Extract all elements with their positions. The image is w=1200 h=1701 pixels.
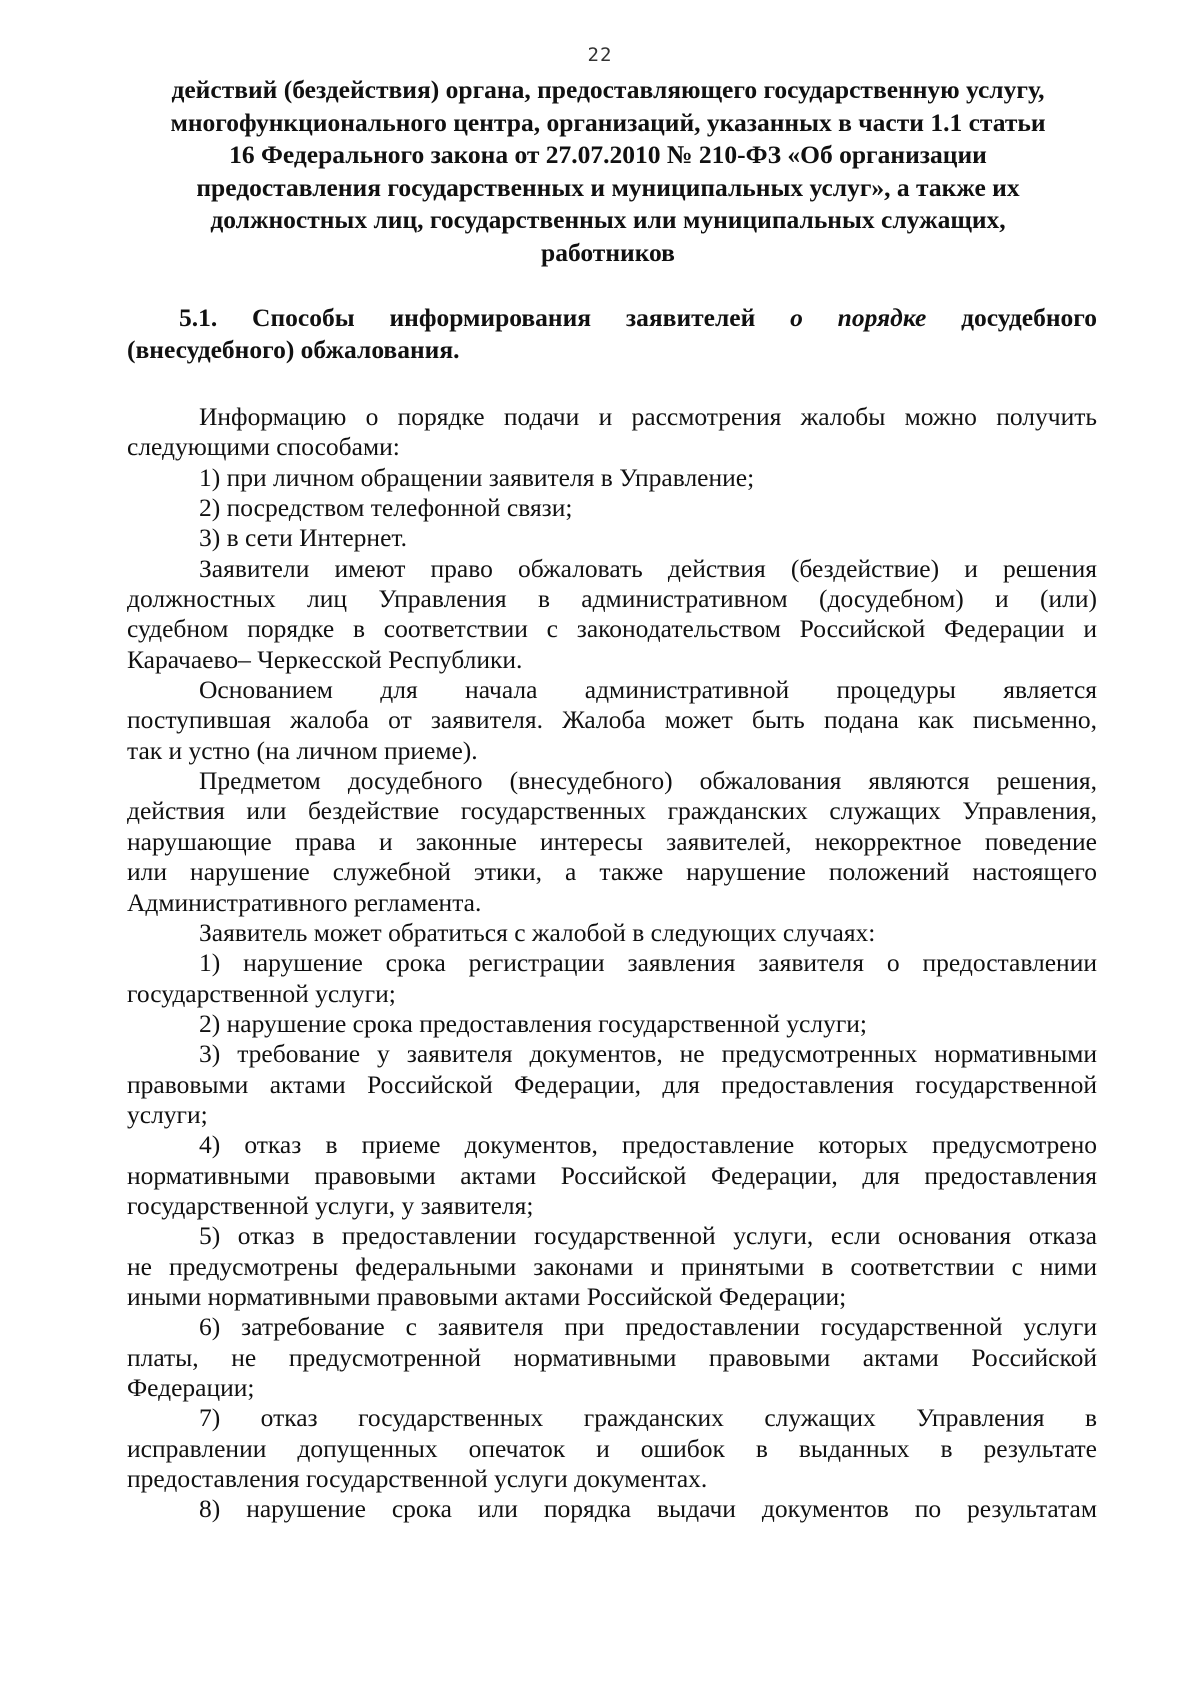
text-line: предоставления государственной услуги документах. [127,1464,708,1494]
subsection-title-line-1 [127,302,1097,334]
text-line: 2) посредством телефонной связи; [199,493,573,523]
heading-line: действий (бездействия) органа, предоставляющего государственную услугу, [171,75,1045,104]
text-line: Предметом досудебного (внесудебного) обжалования являются решения, [199,766,1097,796]
text-line: или нарушение служебной этики, а также нарушение положений настоящего [127,857,1097,887]
subsection-title-rest: досудебного [926,303,1097,332]
text-line: 8) нарушение срока или порядка выдачи документов по результатам [199,1494,1097,1524]
text-line: 3) в сети Интернет. [199,523,407,553]
text-line: 3) требование у заявителя документов, не предусмотренных нормативными [199,1039,1097,1069]
text-line: следующими способами: [127,432,400,462]
text-line: Информацию о порядке подачи и рассмотрения жалобы можно получить [199,402,1097,431]
body-text [127,402,1097,1525]
text-line: иными нормативными правовыми актами Российской Федерации; [127,1281,847,1311]
heading-line: должностных лиц, государственных или муниципальных служащих, [210,205,1006,234]
text-line: действия или бездействие государственных гражданских служащих Управления, [127,796,1097,826]
text-line: поступившая жалоба от заявителя. Жалоба может быть подана как письменно, [127,705,1097,735]
text-line: платы, не предусмотренной нормативными правовыми актами Российской [127,1342,1097,1372]
text-line: государственной услуги, у заявителя; [127,1190,534,1220]
text-line: нормативными правовыми актами Российской Федерации, для предоставления [127,1160,1097,1190]
text-line: исправлении допущенных опечаток и ошибок в выданных в результате [127,1433,1097,1463]
text-line: 6) затребование с заявителя при предоставлении государственной услуги [199,1312,1097,1342]
text-line: Заявители имеют право обжаловать действия (бездействие) и решения [199,553,1097,583]
text-line: так и устно (на личном приеме). [127,735,478,765]
heading-line: 16 Федерального закона от 27.07.2010 № 210-ФЗ «Об организации [229,140,987,169]
text-line: Федерации; [127,1373,255,1402]
heading-line: работников [541,237,675,267]
text-line: 5) отказ в предоставлении государственной услуги, если основания отказа [199,1221,1097,1251]
subsection-title-text: 5.1. Способы информирования заявителей [179,303,791,332]
text-line: Карачаево– Черкесской Республики. [127,644,523,674]
page-number: 22 [587,44,613,66]
text-line: нарушающие права и законные интересы заявителей, некорректное поведение [127,826,1097,856]
subsection-title [127,302,1097,366]
subsection-title-italic: о порядке [790,303,927,332]
subsection-title-line-2: (внесудебного) обжалования. [127,335,460,364]
text-line: 1) при личном обращении заявителя в Управление; [199,462,755,492]
text-line: не предусмотрены федеральными законами и принятыми в соответствии с ними [127,1251,1097,1281]
text-line: 1) нарушение срока регистрации заявления заявителя о предоставлении [199,948,1097,978]
text-line: должностных лиц Управления в административном (досудебном) и (или) [127,584,1097,614]
section-heading [118,74,1098,269]
heading-line: предоставления государственных и муниципальных услуг», а также их [196,172,1020,202]
text-line: Административного регламента. [127,887,482,917]
text-line: 7) отказ государственных гражданских служащих Управления в [199,1403,1097,1433]
heading-line: многофункционального центра, организаций, указанных в части 1.1 статьи [170,107,1046,137]
text-line: 2) нарушение срока предоставления государственной услуги; [199,1008,868,1038]
text-line: 4) отказ в приеме документов, предоставление которых предусмотрено [199,1130,1097,1160]
text-line: Основанием для начала административной процедуры является [199,675,1097,705]
text-line: Заявитель может обратиться с жалобой в следующих случаях: [199,917,876,947]
text-line: государственной услуги; [127,978,396,1008]
text-line: услуги; [127,1099,208,1129]
text-line: правовыми актами Российской Федерации, для предоставления государственной [127,1069,1097,1099]
text-line: судебном порядке в соответствии с законодательством Российской Федерации и [127,614,1097,644]
